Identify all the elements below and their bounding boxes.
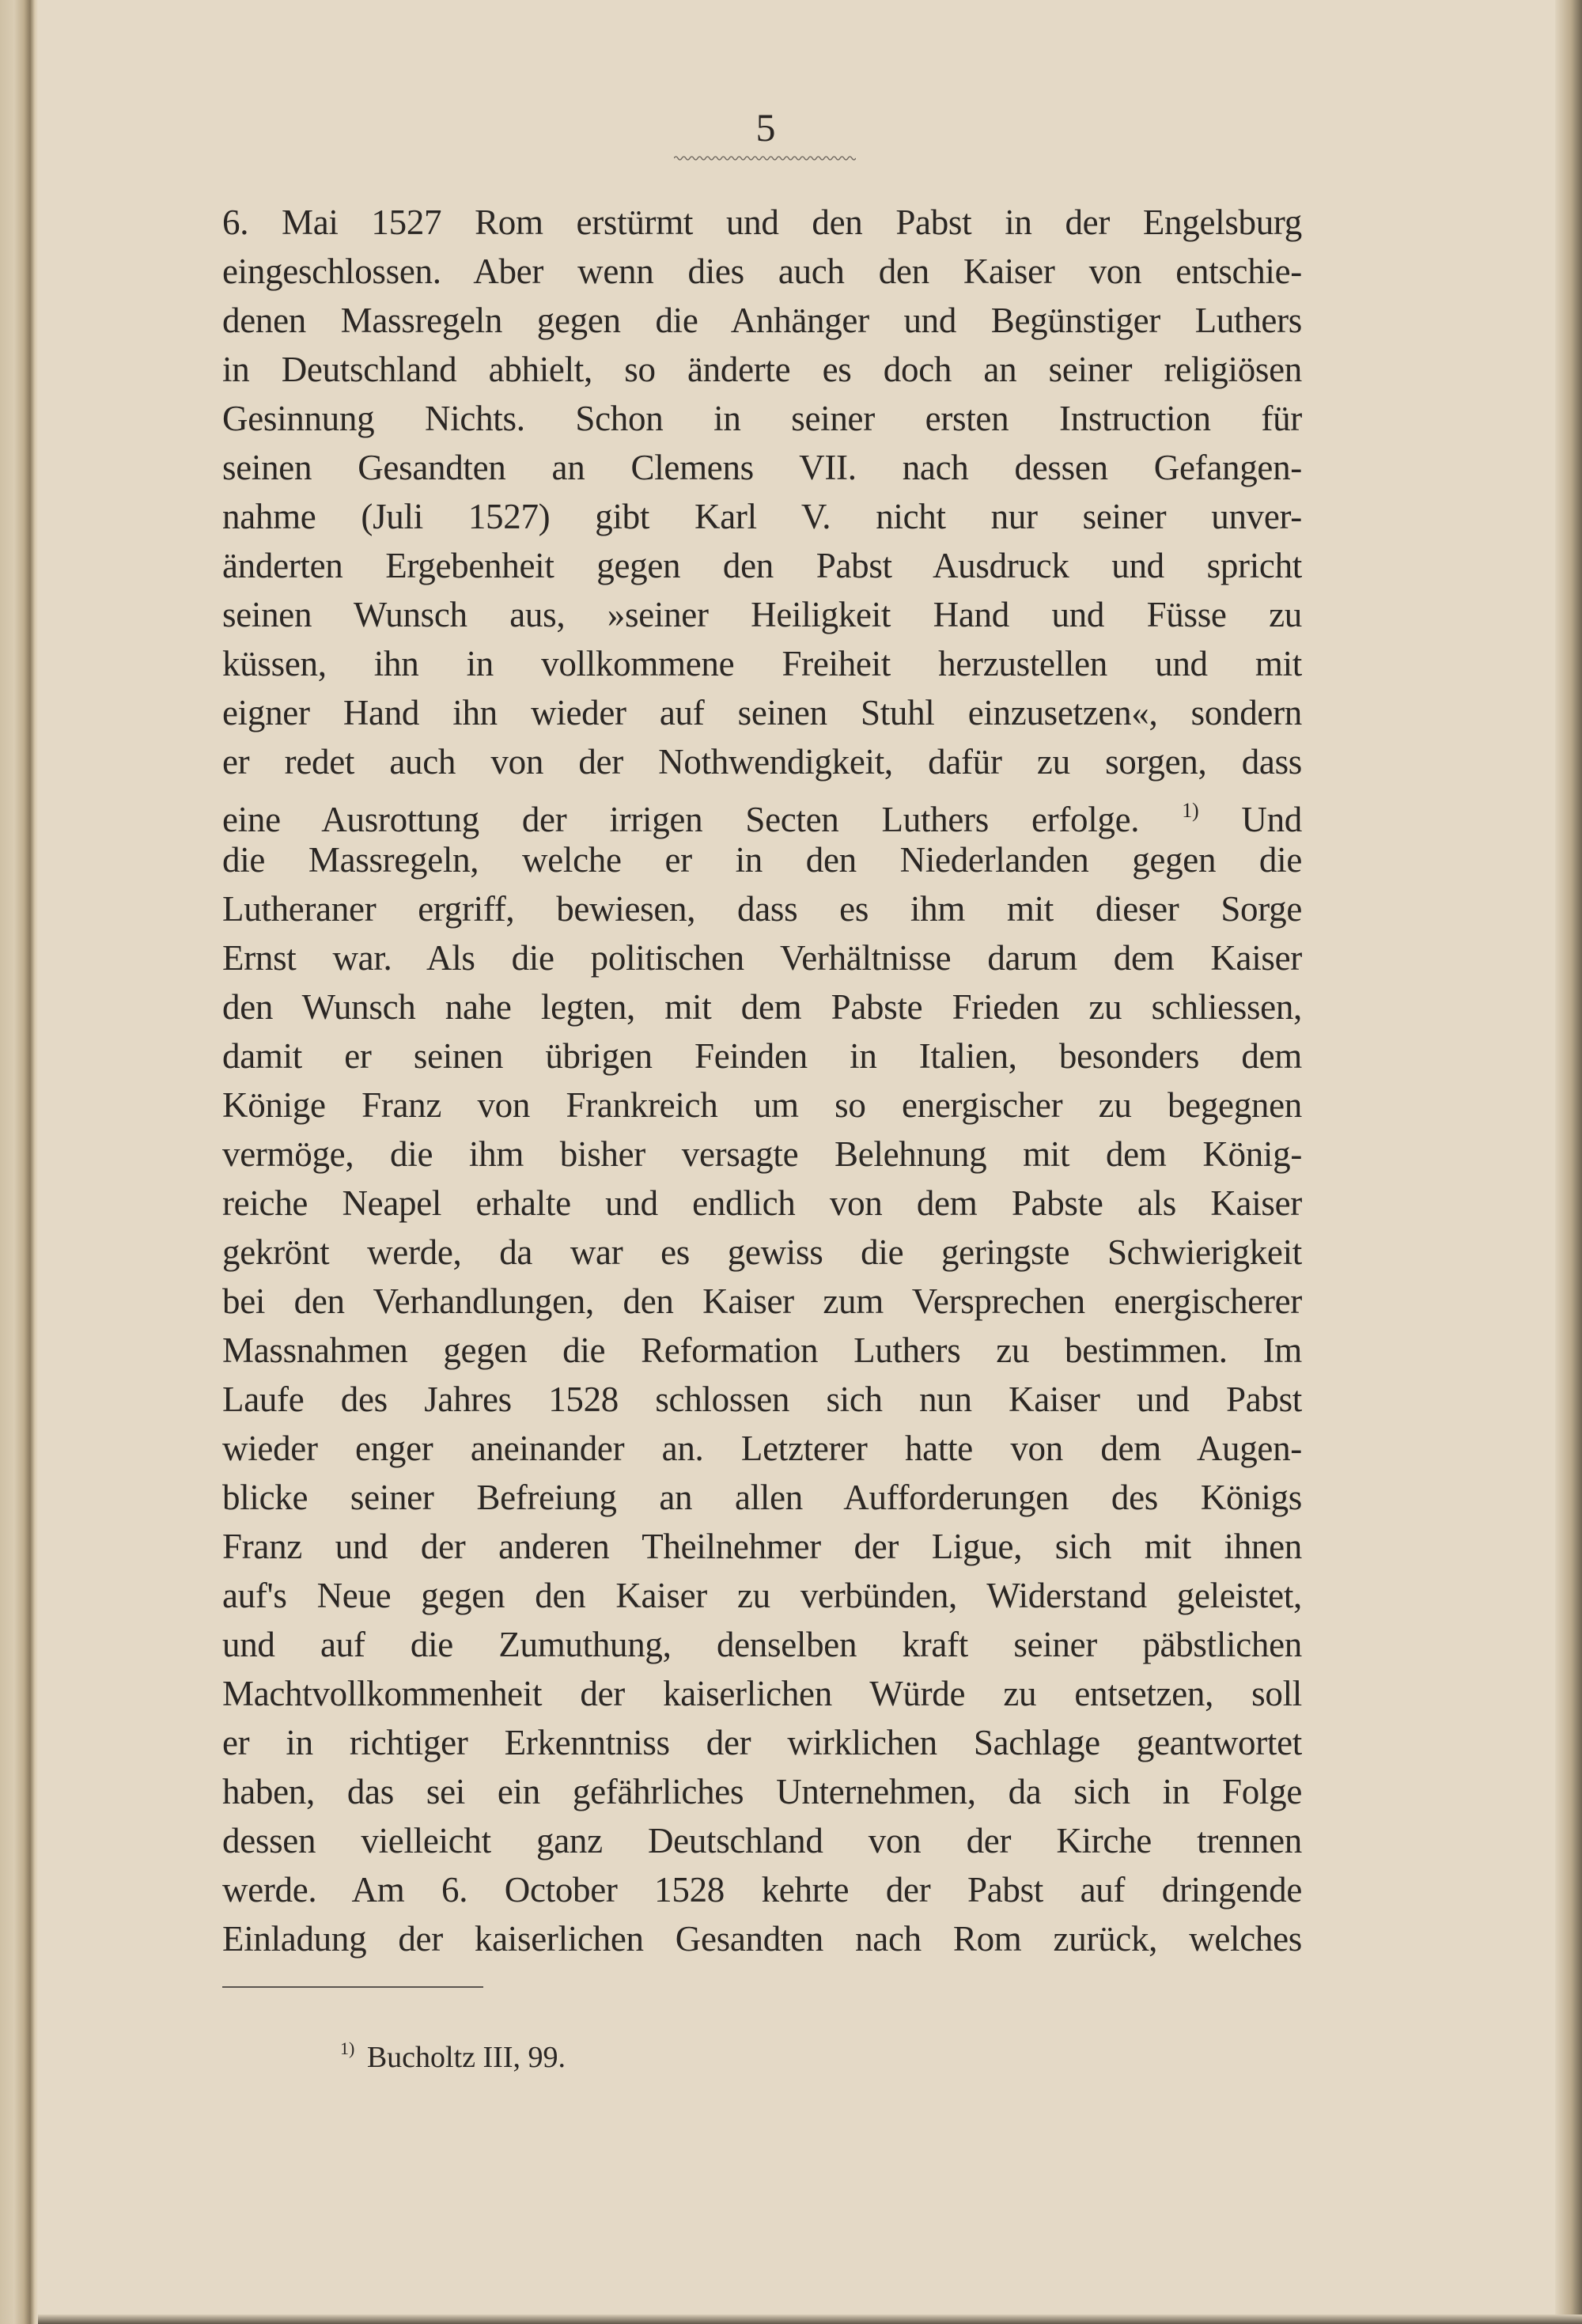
text-line: eigner Hand ihn wieder auf seinen Stuhl einzusetzen«, sondern xyxy=(222,693,1302,732)
text-segment: Und xyxy=(1241,800,1302,839)
body-text xyxy=(222,198,1302,1963)
text-line: nahme (Juli 1527) gibt Karl V. nicht nur seiner unver- xyxy=(222,497,1302,536)
text-line: werde. Am 6. October 1528 kehrte der Pabst auf dringende xyxy=(222,1870,1302,1910)
text-line: reiche Neapel erhalte und endlich von dem Pabste als Kaiser xyxy=(222,1183,1302,1223)
text-line: blicke seiner Befreiung an allen Aufforderungen des Königs xyxy=(222,1478,1302,1517)
text-line: Massnahmen gegen die Reformation Luthers zu bestimmen. Im xyxy=(222,1330,1302,1370)
text-line: Laufe des Jahres 1528 schlossen sich nun Kaiser und Pabst xyxy=(222,1380,1302,1419)
text-line: eingeschlossen. Aber wenn dies auch den Kaiser von entschie- xyxy=(222,252,1302,291)
footnote-reference: 1) xyxy=(1182,799,1199,822)
text-line: küssen, ihn in vollkommene Freiheit herzustellen und mit xyxy=(222,644,1302,683)
text-line: haben, das sei ein gefährliches Unternehmen, da sich in Folge xyxy=(222,1772,1302,1811)
text-line: bei den Verhandlungen, den Kaiser zum Versprechen energischerer xyxy=(222,1281,1302,1321)
text-line xyxy=(222,786,1302,839)
text-line: seinen Wunsch aus, »seiner Heiligkeit Hand und Füsse zu xyxy=(222,595,1302,634)
text-line: und auf die Zumuthung, denselben kraft seiner päbstlichen xyxy=(222,1625,1302,1664)
footnote-marker: 1) xyxy=(340,2038,355,2058)
text-line: Einladung der kaiserlichen Gesandten nach Rom zurück, welches xyxy=(222,1919,1302,1959)
text-line: Gesinnung Nichts. Schon in seiner ersten Instruction für xyxy=(222,399,1302,438)
text-line: vermöge, die ihm bisher versagte Belehnung mit dem König- xyxy=(222,1134,1302,1174)
text-line: er in richtiger Erkenntniss der wirklichen Sachlage geantwortet xyxy=(222,1723,1302,1762)
text-line: damit er seinen übrigen Feinden in Italien, besonders dem xyxy=(222,1036,1302,1076)
text-line: die Massregeln, welche er in den Niederlanden gegen die xyxy=(222,840,1302,880)
text-line: 6. Mai 1527 Rom erstürmt und den Pabst in der Engelsburg xyxy=(222,202,1302,242)
page-bottom-edge xyxy=(38,2315,1582,2324)
book-binding-edge xyxy=(0,0,38,2324)
text-line: gekrönt werde, da war es gewiss die geringste Schwierigkeit xyxy=(222,1232,1302,1272)
footnote-separator xyxy=(222,1986,483,1988)
wavy-ornament-rule xyxy=(674,155,856,161)
text-line: Machtvollkommenheit der kaiserlichen Würde zu entsetzen, soll xyxy=(222,1674,1302,1713)
text-line: in Deutschland abhielt, so änderte es doch an seiner religiösen xyxy=(222,350,1302,389)
text-line: Ernst war. Als die politischen Verhältnisse darum dem Kaiser xyxy=(222,938,1302,978)
text-line: dessen vielleicht ganz Deutschland von der Kirche trennen xyxy=(222,1821,1302,1860)
text-segment: eine Ausrottung der irrigen Secten Luthers erfolge. xyxy=(222,800,1140,839)
page-right-edge xyxy=(1555,0,1582,2324)
text-line: denen Massregeln gegen die Anhänger und Begünstiger Luthers xyxy=(222,301,1302,340)
text-line: Franz und der anderen Theilnehmer der Ligue, sich mit ihnen xyxy=(222,1527,1302,1566)
page-number: 5 xyxy=(755,105,776,150)
text-line: wieder enger aneinander an. Letzterer hatte von dem Augen- xyxy=(222,1429,1302,1468)
text-line: er redet auch von der Nothwendigkeit, dafür zu sorgen, dass xyxy=(222,742,1302,782)
text-line: Lutheraner ergriff, bewiesen, dass es ihm mit dieser Sorge xyxy=(222,889,1302,929)
text-line: den Wunsch nahe legten, mit dem Pabste Frieden zu schliessen, xyxy=(222,987,1302,1027)
text-line: auf's Neue gegen den Kaiser zu verbünden, Widerstand geleistet, xyxy=(222,1576,1302,1615)
text-line: Könige Franz von Frankreich um so energischer zu begegnen xyxy=(222,1085,1302,1125)
text-line: änderten Ergebenheit gegen den Pabst Ausdruck und spricht xyxy=(222,546,1302,585)
text-line: seinen Gesandten an Clemens VII. nach dessen Gefangen- xyxy=(222,448,1302,487)
footnote xyxy=(340,2025,566,2081)
footnote-text: Bucholtz III, 99. xyxy=(366,2041,566,2074)
